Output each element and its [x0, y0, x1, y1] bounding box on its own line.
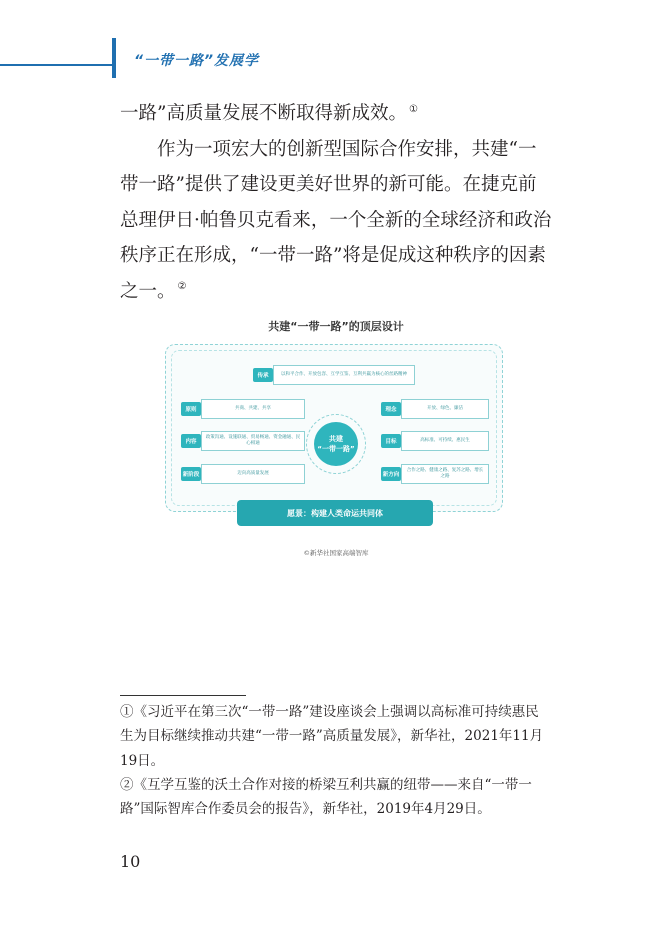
content-tag: 内容: [181, 434, 201, 448]
footnote-ref-1[interactable]: ①: [408, 103, 418, 115]
center-circle-outline: [306, 414, 366, 474]
figure-title: 共建“一带一路”的顶层设计: [268, 320, 404, 333]
principle-box: 共商、共建、共享: [201, 399, 305, 419]
paragraph-2: [120, 132, 552, 310]
heritage-row: [253, 365, 415, 385]
content-box: 政策沟通、设施联通、贸易畅通、资金融通、民心相通: [201, 431, 305, 451]
body-text: [120, 96, 552, 309]
left-row-3: [181, 464, 305, 484]
new-stage-box: 迈向高质量发展: [201, 464, 305, 484]
footnotes: [120, 700, 550, 821]
new-direction-box: 合作之路、健康之路、复苏之路、增长之路: [401, 464, 489, 484]
center-line-2: “一带一路”: [317, 445, 355, 453]
principle-tag: 原则: [181, 402, 201, 416]
goal-tag: 目标: [381, 434, 401, 448]
top-level-design-diagram: [165, 344, 505, 536]
header-accent-bar: [112, 38, 116, 78]
vision-banner: 愿景：构建人类命运共同体: [237, 500, 433, 526]
center-line-1: 共建: [329, 435, 343, 443]
left-row-2: [181, 431, 305, 451]
right-row-2: [381, 431, 489, 451]
new-direction-tag: 新方向: [381, 467, 401, 481]
concept-tag: 理念: [381, 402, 401, 416]
left-row-1: [181, 399, 305, 419]
footnote-1: ①《习近平在第三次“一带一路”建设座谈会上强调以高标准可持续惠民生为目标继续推动共建“一带一路”高质量发展》，新华社，2021年11月19日。: [120, 704, 544, 769]
center-circle: [314, 422, 358, 466]
heritage-box: 以和平合作、开放包容、互学互鉴、互利共赢为核心的丝路精神: [273, 365, 415, 385]
paragraph-2-text: 作为一项宏大的创新型国际合作安排，共建“一带一路”提供了建设更美好世界的新可能。在捷克前总理伊日·帕鲁贝克看来，一个全新的全球经济和政治秩序正在形成，“一带一路”将是促成这种秩序的因素之一。: [120, 138, 552, 302]
right-row-1: [381, 399, 489, 419]
paragraph-1: [120, 96, 552, 132]
footnote-ref-2[interactable]: ②: [177, 281, 187, 293]
footnote-2: ②《互学互鉴的沃土合作对接的桥梁互利共赢的纽带——来自“一带一路”国际智库合作委员会的报告》，新华社，2019年4月29日。: [120, 776, 532, 818]
footnote-rule: [120, 695, 246, 696]
concept-box: 开放、绿色、廉洁: [401, 399, 489, 419]
header-rule: [0, 64, 112, 66]
heritage-tag: 传承: [253, 368, 273, 382]
right-row-3: [381, 464, 489, 484]
figure-credit: ©新华社国家高端智库: [303, 549, 369, 557]
running-header-title: “一带一路”发展学: [134, 53, 260, 69]
paragraph-1-text: 一路”高质量发展不断取得新成效。: [120, 103, 407, 124]
page-number: 10: [120, 852, 141, 871]
new-stage-tag: 新阶段: [181, 467, 201, 481]
goal-box: 高标准、可持续、惠民生: [401, 431, 489, 451]
